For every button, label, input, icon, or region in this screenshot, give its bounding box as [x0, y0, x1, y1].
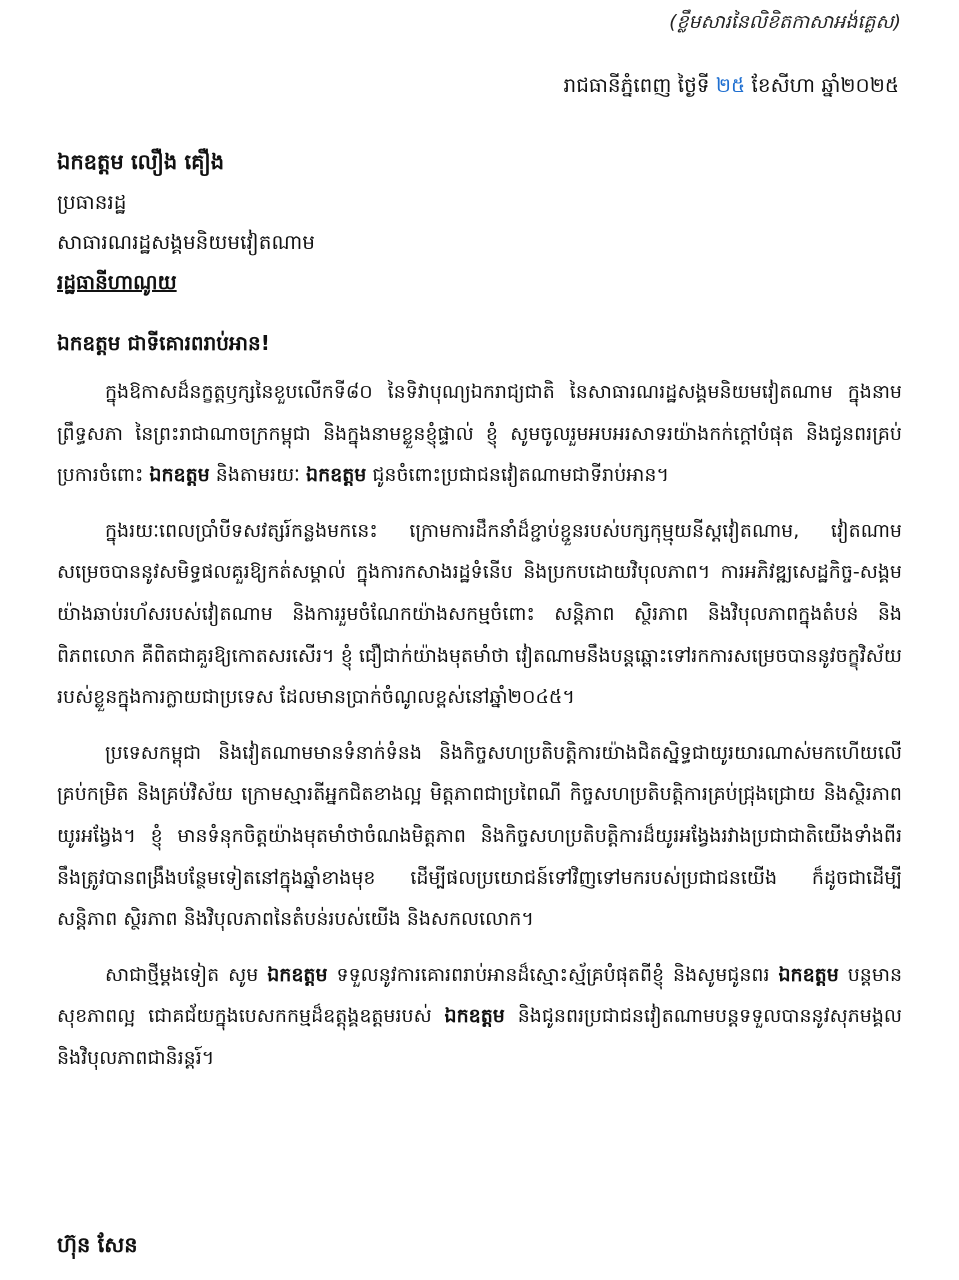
addressee-title: ប្រធានរដ្ឋ — [57, 190, 127, 214]
paragraph-3: ប្រទេសកម្ពុជា និងវៀតណាមមានទំនាក់ទំនង និងកិច្ចសហប្រតិបត្តិការយ៉ាងជិតស្និទ្ធជាយូរយារណាស់មកហើយលើគ្រប់កម្រិត និងគ្រប់វិស័យ ក្រោមស្មារតីអ្នកជិតខាងល្អ មិត្តភាពជាប្រពៃណី កិច្ចសហប្រតិបត្តិការគ្រប់ជ្រុងជ្រោយ និងស្ថិរភាពយូរអង្វែង។ ខ្ញុំ មានទំនុកចិត្តយ៉ាងមុតមាំថាចំណងមិត្តភាព និងកិច្ចសហប្រតិបត្តិការដ៏យូរអង្វែងរវាងប្រជាជាតិយើងទាំងពីរ នឹងត្រូវបានពង្រឹងបន្ថែមទៀតនៅក្នុងឆ្នាំខាងមុខ ដើម្បីផលប្រយោជន៍ទៅវិញទៅមករបស់ប្រជាជនយើង ក៏ដូចជាដើម្បីសន្តិភាព ស្ថិរភាព និងវិបុលភាពនៃតំបន់របស់យើង និងសកលលោក។ — [57, 741, 902, 931]
letter-body — [57, 372, 902, 1094]
paragraph-1-text-d: ជូនចំពោះប្រជាជនវៀតណាមជាទីរាប់អាន។ — [366, 464, 669, 487]
paragraph-4-text-e: និងជូនពរប្រជាជនវៀតណាមបន្តទទួលបាននូវសុភមង្គល និងវិបុលភាពជានិរន្តរ៍។ — [57, 1005, 902, 1069]
paragraph-4-text-d: បន្តមានសុខភាពល្អ ជោគជ័យក្នុងបេសកកម្មដ៏ឧត្តុង្គឧត្តមរបស់ — [57, 963, 902, 1028]
paragraph-1-bold-1: ឯកឧត្តម — [149, 464, 210, 487]
paragraph-4-text-a: សាជាថ្មីម្ដងទៀត សូម — [105, 963, 268, 986]
paragraph-1-bold-2: ឯកឧត្តម — [306, 464, 367, 487]
paragraph-4-text-c: ទទួលនូវការគោរពរាប់អានដ៏ស្មោះស្ម័គ្របំផុតពីខ្ញុំ និងសូមជូនពរ — [327, 963, 779, 986]
paragraph-2: ក្នុងរយៈពេលប្រាំបីទសវត្សរ៍កន្លងមកនេះ ក្រោមការដឹកនាំដ៏ខ្ជាប់ខ្ជួនរបស់បក្សកុម្មុយនីស្ដវៀតណាម, វៀតណាម សម្រេចបាននូវសមិទ្ធផលគួរឱ្យកត់សម្គាល់ ក្នុងការកសាងរដ្ឋទំនើប និងប្រកបដោយវិបុលភាព។ ការអភិវឌ្ឍសេដ្ឋកិច្ច-សង្គមយ៉ាងឆាប់រហ័សរបស់វៀតណាម និងការរួមចំណែកយ៉ាងសកម្មចំពោះ សន្តិភាព ស្ថិរភាព និងវិបុលភាពក្នុងតំបន់ និងពិភពលោក គឺពិតជាគួរឱ្យកោតសរសើរ។ ខ្ញុំ ជឿជាក់យ៉ាងមុតមាំថា វៀតណាមនឹងបន្តឆ្ពោះទៅរកការសម្រេចបាននូវចក្ខុវិស័យរបស់ខ្លួនក្នុងការក្លាយជាប្រទេស ដែលមានប្រាក់ចំណូលខ្ពស់នៅឆ្នាំ២០៤៥។ — [57, 519, 902, 709]
addressee-name: ឯកឧត្តម លឿង គឿង — [57, 150, 225, 174]
paragraph-1-text-a: ក្នុងឱកាសដ៏នក្ខត្តឫក្សនៃខួបលើកទី៨០ នៃទិវាបុណ្យឯករាជ្យជាតិ នៃសាធារណរដ្ឋសង្គមនិយមវៀតណាម ក្នុងនាមព្រឹទ្ធសភា នៃព្រះរាជាណាចក្រកម្ពុជា និងក្នុងនាមខ្លួនខ្ញុំផ្ទាល់ ខ្ញុំ សូមចូលរួមអបអរសាទរយ៉ាងកក់ក្ដៅបំផុត និងជូនពរគ្រប់ប្រការចំពោះ — [57, 381, 902, 487]
addressee-block — [57, 142, 315, 302]
date-day: ២៥ — [715, 73, 746, 97]
paragraph-1 — [57, 372, 902, 497]
date-suffix: ខែសីហា ឆ្នាំ២០២៥ — [745, 73, 899, 97]
paragraph-4-bold-3: ឯកឧត្តម — [444, 1005, 505, 1028]
paragraph-4-bold-2: ឯកឧត្តម — [778, 963, 839, 986]
addressee-city: រដ្ឋធានីហាណូយ — [57, 270, 177, 294]
translation-note: (ខ្លឹមសារនៃលិខិតកាសាអង់គ្លេស) — [669, 11, 901, 33]
salutation: ឯកឧត្តម ជាទីគោរពរាប់អាន! — [57, 331, 270, 355]
paragraph-1-text-c: និងតាមរយៈ — [209, 464, 307, 487]
addressee-country: សាធារណរដ្ឋសង្គមនិយមវៀតណាម — [57, 230, 315, 254]
paragraph-4-bold-1: ឯកឧត្តម — [267, 963, 328, 986]
date-prefix: រាជធានីភ្នំពេញ ថ្ងៃទី — [563, 73, 716, 97]
signature-name: ហ៊ុន សែន — [57, 1233, 138, 1257]
date-line — [564, 72, 900, 102]
paragraph-4 — [57, 955, 902, 1080]
